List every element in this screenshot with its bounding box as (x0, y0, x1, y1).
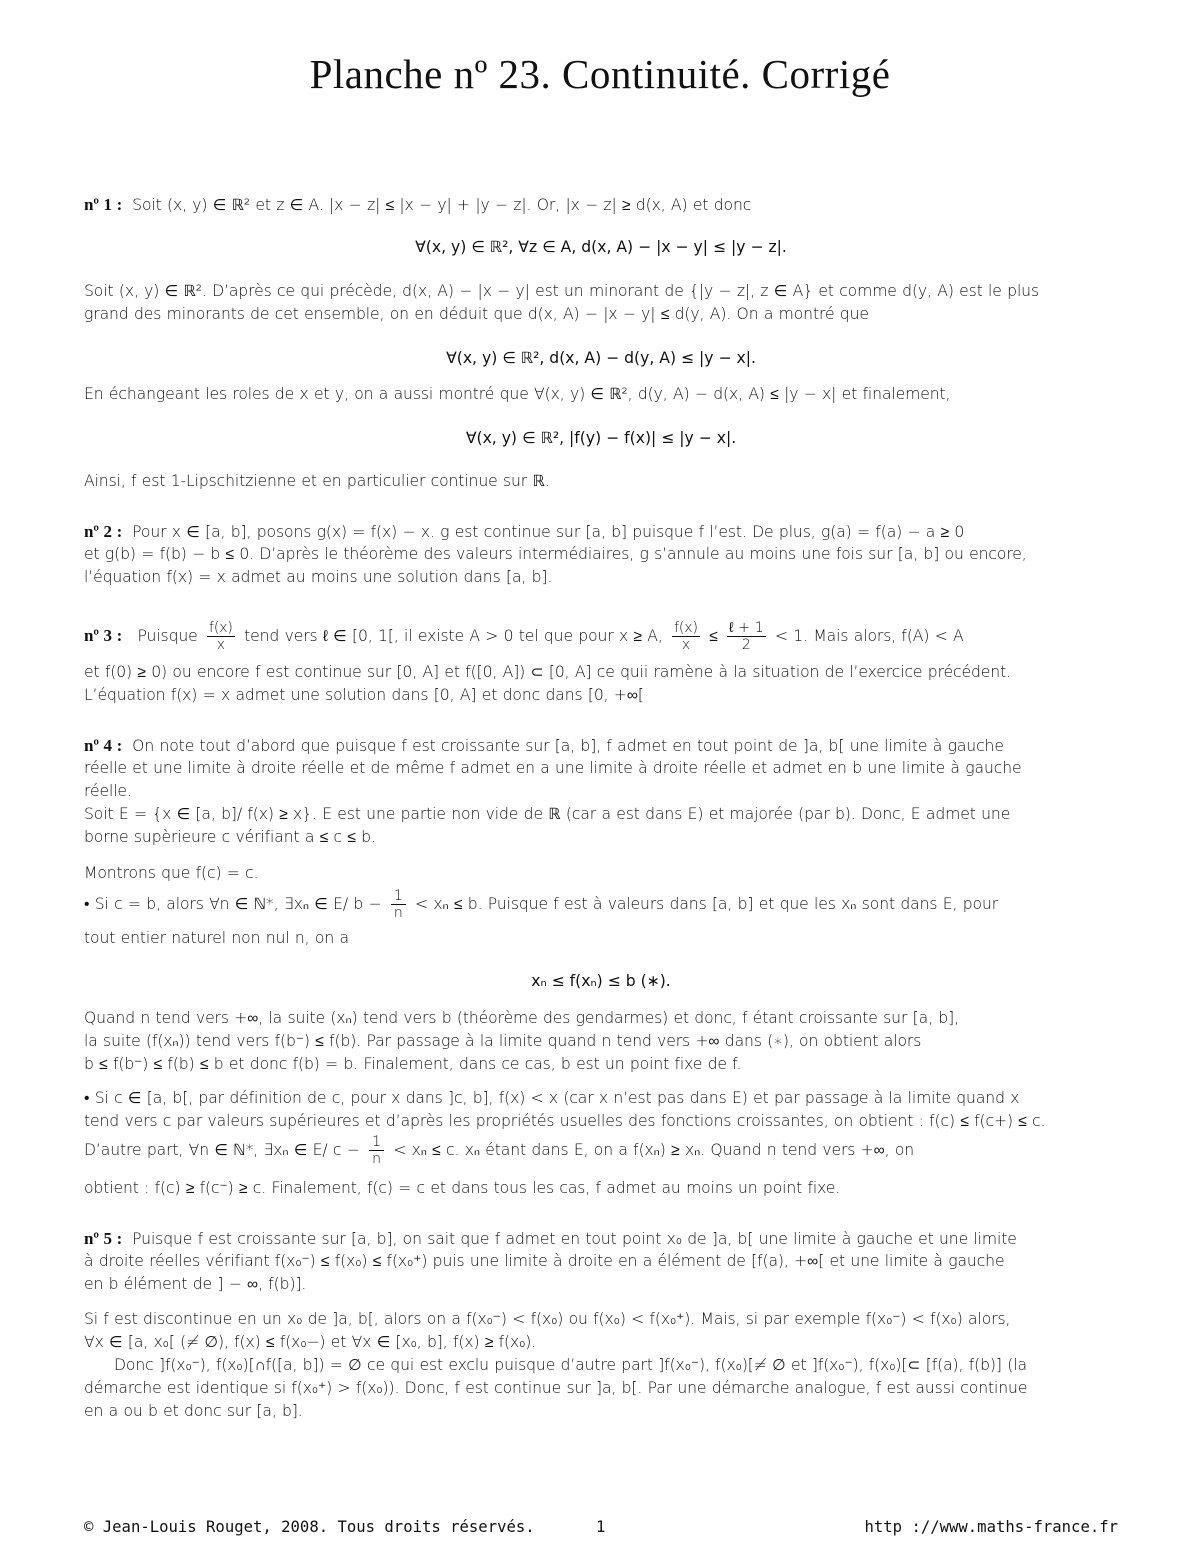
ex3-paragraph: et f(0) ≥ 0) ou encore f est continue sur [0, A] et f([0, A]) ⊂ [0, A] ce quii ramène à la situation de l’exercice précédent. L’équation f(x) = x admet une solution dans [0, A] et donc dans [0, +∞[ (84, 663, 1011, 704)
ex4-fraction2: $\frac{1}{n}$ (369, 1134, 384, 1167)
ex2-label: nº 2 : (84, 522, 123, 541)
ex1-label: nº 1 : (84, 195, 123, 214)
ex4-line8: tout entier naturel non nul n, on a (84, 929, 349, 947)
ex3-fraction1: $\frac{f(x)}{x}$ (209, 620, 233, 653)
ex1-paragraph: Soit (x, y) ∈ ℝ². D’après ce qui précède, d(x, A) − |x − y| est un minorant de {|y − z|, z ∈ A} et comme d(y, A) est le plus grand des minorants de cet ensemble, on en déduit que d(x, A) − |x − y| ≤ d(y, A). On a montré que (84, 282, 1039, 323)
ex4-conclusion: obtient : f(c) ≥ f(c⁻) ≥ c. Finalement, f(c) = c et dans tous les cas, f admet au moins un point fixe. (84, 1179, 841, 1197)
ex4-equation: xₙ ≤ f(xₙ) ≤ b (∗). (531, 972, 671, 990)
ex4-paragraph2: Quand n tend vers +∞, la suite (xₙ) tend vers b (théorème des gendarmes) et donc, f étant croissante sur [a, b], la suite (f(xₙ)) tend vers f(b⁻) ≤ f(b). Par passage à la limite quand n tend vers +∞ dans (∗), on obtient alors b ≤ f(b⁻) ≤ f(b) ≤ b et donc f(b) = b. Finalement, dans ce cas, b est un point fixe de f. (84, 1009, 959, 1073)
ex1-equation2: ∀(x, y) ∈ ℝ², d(x, A) − d(y, A) ≤ |y − x|. (446, 349, 756, 367)
ex1-equation1: ∀(x, y) ∈ ℝ², ∀z ∈ A, d(x, A) − |x − y| ≤ |y − z|. (415, 238, 787, 256)
footer-website-link[interactable]: http ://www.maths-france.fr (864, 1518, 1118, 1536)
ex5-paragraph1: nº 5 : Puisque f est croissante sur [a, b], on sait que f admet en tout point x₀ de ]a, b[ une limite à gauche et une limite à droite réelles vérifiant f(x₀⁻) ≤ f(x₀) ≤ f(x₀⁺) puis une limite à droite en a élément de [f(a), +∞[ et une limite à gauche en b élément de ] − ∞, f(b)]. (84, 1229, 1017, 1293)
ex1-equation3: ∀(x, y) ∈ ℝ², |f(y) − f(x)| ≤ |y − x|. (465, 429, 737, 447)
page-number: 1 (596, 1518, 606, 1536)
ex5-label: nº 5 : (84, 1229, 123, 1248)
ex3-fraction2: $\frac{f(x)}{x}$ (674, 620, 698, 653)
ex1-line1: nº 1 : Soit (x, y) ∈ ℝ² et z ∈ A. |x − z| ≤ |x − y| + |y − z|. Or, |x − z| ≥ d(x, A) et donc (84, 195, 752, 214)
ex3-label: nº 3 : (84, 626, 123, 645)
ex1-line4: En échangeant les roles de x et y, on a aussi montré que ∀(x, y) ∈ ℝ², d(y, A) − d(x, A) ≤ |y − x| et finalement, (84, 385, 951, 403)
ex4-claim: Montrons que f(c) = c. (84, 864, 259, 882)
ex4-paragraph3: • Si c ∈ [a, b[, par définition de c, pour x dans ]c, b], f(x) < x (car x n’est pas dans E) et par passage à la limite quand x tend vers c par valeurs supérieures et d’après les propriétés usuelles des fonctions croissantes, on obtient : f(c) ≤ f(c+) ≤ c. (84, 1089, 1046, 1130)
page-title: Planche nº 23. Continuité. Corrigé (309, 51, 891, 97)
ex3-line1: nº 3 : Puisque $\frac{f(x)}{x}$ tend vers ℓ ∈ [0, 1[, il existe A > 0 tel que pour x ≥ A, $\frac{f(x)}{x}$ ≤ ℓ + 1 2 < 1. Mais alors, f(A) < A (84, 620, 964, 653)
ex4-case2-line: D’autre part, ∀n ∈ ℕ*, ∃xₙ ∈ E/ c − $\frac{1}{n}$ < xₙ ≤ c. xₙ étant dans E, on a f(xₙ) ≥ xₙ. Quand n tend vers +∞, on (84, 1134, 915, 1167)
ex2-paragraph: nº 2 : Pour x ∈ [a, b], posons g(x) = f(x) − x. g est continue sur [a, b] puisque f l’est. De plus, g(a) = f(a) − a ≥ 0 et g(b) = f(b) − b ≤ 0. D’après le théorème des valeurs intermédiaires, g s’annule au moins une fois sur [a, b] ou encore, l’équation f(x) = x admet au moins une solution dans [a, b]. (84, 522, 1027, 586)
ex4-case1-line: • Si c = b, alors ∀n ∈ ℕ*, ∃xₙ ∈ E/ b − $\frac{1}{n}$ < xₙ ≤ b. Puisque f est à valeurs dans [a, b] et que les xₙ sont dans E, pour (84, 888, 999, 921)
ex4-paragraph1: nº 4 : On note tout d’abord que puisque f est croissante sur [a, b], f admet en tout point de ]a, b[ une limite à gauche réelle et une limite à droite réelle et de même f admet en a une limite à droite réelle et admet en b une limite à gauche réelle. Soit E = {x ∈ [a, b]/ f(x) ≥ x}. E est une partie non vide de ℝ (car a est dans E) et majorée (par b). Donc, E admet une borne supèrieure c vérifiant a ≤ c ≤ b. (84, 736, 1022, 846)
ex4-fraction1: $\frac{1}{n}$ (391, 888, 406, 921)
ex1-conclusion: Ainsi, f est 1-Lipschitzienne et en particulier continue sur ℝ. (84, 472, 550, 490)
ex3-fraction3: ℓ + 1 2 (729, 620, 764, 653)
ex4-label: nº 4 : (84, 736, 123, 755)
footer-copyright: © Jean-Louis Rouget, 2008. Tous droits réservés. (84, 1518, 535, 1536)
ex5-paragraph2: Si f est discontinue en un x₀ de ]a, b[, alors on a f(x₀⁻) < f(x₀) ou f(x₀) < f(x₀⁺). Mais, si par exemple f(x₀⁻) < f(x₀) alors, ∀x ∈ [a, x₀[ (≠ ∅), f(x) ≤ f(x₀−) et ∀x ∈ [x₀, b], f(x) ≥ f(x₀). Donc ]f(x₀⁻), f(x₀)[∩f([a, b]) = ∅ ce qui est exclu puisque d’autre part ]f(x₀⁻), f(x₀)[≠ ∅ et ]f(x₀⁻), f(x₀)[⊂ [f(a), f(b)] (la démarche est identique si f(x₀⁺) > f(x₀)). Donc, f est continue sur ]a, b[. Par une démarche analogue, f est aussi continue en a ou b et donc sur [a, b]. (84, 1310, 1028, 1420)
